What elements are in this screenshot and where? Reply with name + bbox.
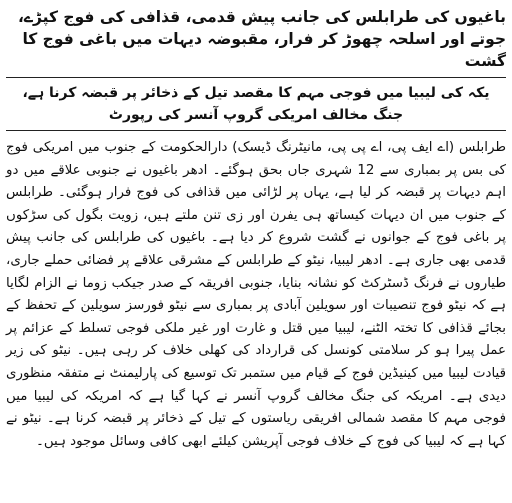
subheadline-divider [6,130,506,131]
headline-divider [6,77,506,78]
article-body: طرابلس (اے ایف پی، اے پی پی، مانیٹرنگ ڈیسک) دارالحکومت کے جنوب میں امریکی فوج کی بس پر بمباری سے 12 شہری جاں بحق ہوگئے۔ ادھر باغیوں نے جنوبی علاقے میں دو اہم دیہات پر قبضہ کر لیا ہے، یہاں پر لڑائی میں قذافی کی فوج فرار ہوگئی۔ طرابلس کے جنوب میں ان دیہات کیساتھ ہی یفرن اور زی تنن ملتے ہیں، زویت بگول کی سڑکوں پر باغی فوج کے جوانوں نے گشت شروع کر دیا ہے۔ باغیوں کی طرابلس کی جانب پیش قدمی بھی جاری ہے۔ ادھر لیبیا، نیٹو کے طرابلس کے مشرقی علاقے پر فضائی حملے جاری، طیاروں نے فرنگ ڈسٹرکٹ کو نشانہ بنایا، جنوبی افریقہ کے صدر جیکب زوما نے الزام لگایا ہے کہ نیٹو فوج تنصیبات اور سویلین آبادی پر بمباری سے نیٹو فورسز سویلین کے تحفظ کے بجائے قذافی کا تختہ الٹنے، لیبیا میں قتل و غارت اور غیر ملکی فوجی تسلط کے عزائم پر عمل پیرا ہو کر سلامتی کونسل کی قرارداد کی کھلی خلاف کر رہی ہیں۔ نیٹو کی زیر قیادت لیبیا میں کینیڈین فوج کے قیام میں ستمبر تک توسیع کی پارلیمنٹ نے متفقہ منظوری دیدی ہے۔ امریکہ کی جنگ مخالف گروپ آنسر نے کہا گیا ہے کہ امریکہ کی لیبیا میں فوجی مہم کا مقصد شمالی افریقی ریاستوں کے تیل کے ذخائر پر قبضہ کرنا ہے۔ نیٹو نے کہا ہے کہ لیبیا کی فوج کے خلاف فوجی آپریشن کیلئے ابھی کافی وسائل موجود ہیں۔ [6,140,506,449]
article-headline: باغیوں کی طرابلس کی جانب پیش قدمی، قذافی کی فوج کپڑے، جوتے اور اسلحہ چھوڑ کر فرار، مقبوضہ دیہات میں باغی فوج کا گشت [18,8,506,70]
article-subheadline: یکہ کی لیبیا میں فوجی مہم کا مقصد تیل کے ذخائر پر قبضہ کرنا ہے، جنگ مخالف امریکی گروپ آنسر کی رپورٹ [22,85,490,123]
